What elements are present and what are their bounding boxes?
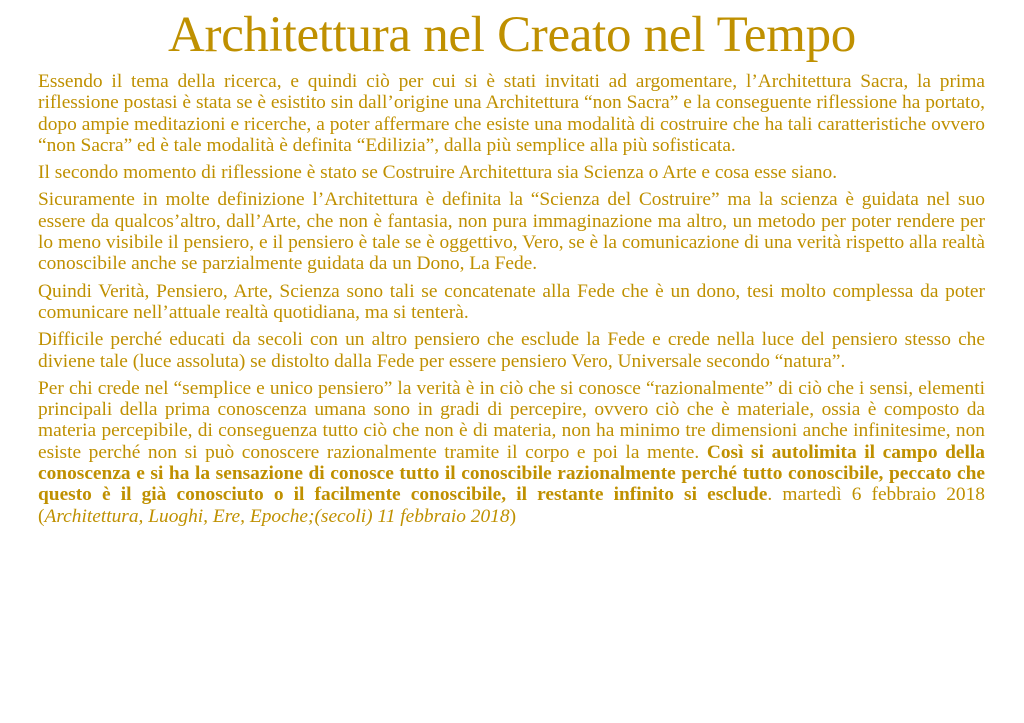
paragraph-4: Quindi Verità, Pensiero, Arte, Scienza sono tali se concatenate alla Fede che è un dono, tesi molto complessa da poter comunicare nell’attuale realtà quotidiana, ma si tenterà.: [38, 280, 985, 323]
document-body: [38, 71, 985, 533]
paragraph-1: Essendo il tema della ricerca, e quindi ciò per cui si è stati invitati ad argomentare, l’Architettura Sacra, la prima riflessione postasi è stata se è esistito sin dall’origine una Architettura “non Sacra” e la conseguente riflessione ha portato, dopo ampie meditazioni e ricerche, a poter affermare che esiste una modalità di costruire che ha tali caratteristiche ovvero “non Sacra” ed è tale modalità è definita “Edilizia”, dalla più semplice alla più sofisticata.: [38, 71, 985, 156]
paragraph-6-italic-reference: Architettura, Luoghi, Ere, Epoche;(secoli) 11 febbraio 2018: [44, 505, 510, 527]
paragraph-6-closing-paren: ): [509, 505, 517, 527]
paragraph-6-date-text: . martedì 6 febbraio 2018 (: [38, 484, 985, 527]
paragraph-6-bold-text: Così si autolimita il campo della conoscenza e si ha la sensazione di conosce tutto il conoscibile razionalmente perché tutto conoscibile, peccato che questo è il già conosciuto o il facilmente conoscibile, il restante infinito si esclude: [38, 441, 985, 506]
paragraph-2: Il secondo momento di riflessione è stato se Costruire Architettura sia Scienza o Arte e cosa esse siano.: [38, 162, 838, 184]
paragraph-3: Sicuramente in molte definizione l’Architettura è definita la “Scienza del Costruire” ma la scienza è guidata nel suo essere da qualcos’altro, dall’Arte, che non è fantasia, non pura immaginazione ma altro, un metodo per poter rendere per lo meno visibile il pensiero, e il pensiero è tale se è oggettivo, Vero, se è la comunicazione di una verità rispetto alla realtà conoscibile anche se parzialmente guidata da un Dono, La Fede.: [38, 189, 985, 275]
document-title: Architettura nel Creato nel Tempo: [167, 7, 856, 63]
paragraph-5: Difficile perché educati da secoli con un altro pensiero che esclude la Fede e crede nella luce del pensiero stesso che diviene tale (luce assoluta) se distolto dalla Fede per essere pensiero Vero, Universale secondo “natura”.: [38, 329, 985, 372]
paragraph-6: [38, 378, 985, 527]
paragraph-6-text-start: Per chi crede nel “semplice e unico pensiero” la verità è in ciò che si conosce “razionalmente” di ciò che i sensi, elementi principali della prima conoscenza umana sono in gradi di percepire, ovvero ciò che è materiale, ossia è composto da materia percepibile, di conseguenza tutto ciò che non è di materia, non ha minimo tre dimensioni anche infinitesime, non esiste perché non si può conoscere razionalmente tramite il corpo e poi la mente.: [38, 377, 985, 463]
